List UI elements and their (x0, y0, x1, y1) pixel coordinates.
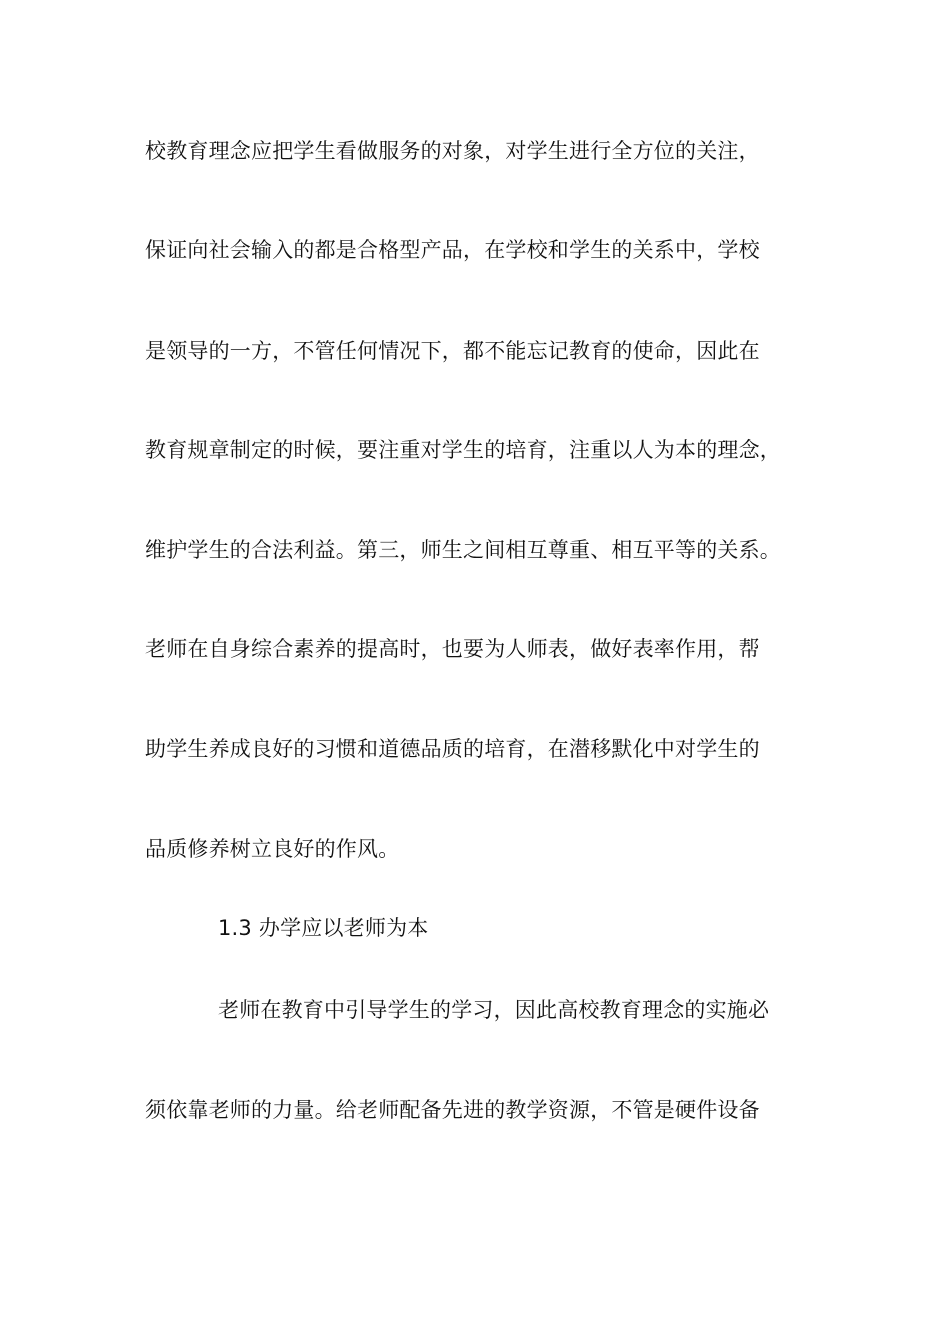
paragraph-line: 保证向社会输入的都是合格型产品，在学校和学生的关系中，学校 (145, 238, 760, 262)
paragraph-line: 是领导的一方，不管任何情况下，都不能忘记教育的使命，因此在 (145, 339, 760, 363)
paragraph-line: 老师在教育中引导学生的学习，因此高校教育理念的实施必 (218, 998, 770, 1022)
paragraph-line: 须依靠老师的力量。给老师配备先进的教学资源，不管是硬件设备 (145, 1098, 760, 1122)
paragraph-line: 助学生养成良好的习惯和道德品质的培育，在潜移默化中对学生的 (145, 737, 760, 761)
paragraph-line: 品质修养树立良好的作风。 (145, 837, 400, 861)
paragraph-line: 老师在自身综合素养的提高时，也要为人师表，做好表率作用，帮 (145, 637, 760, 661)
paragraph-line: 维护学生的合法利益。第三，师生之间相互尊重、相互平等的关系。 (145, 538, 781, 562)
paragraph-line: 教育规章制定的时候，要注重对学生的培育，注重以人为本的理念， (145, 438, 781, 462)
paragraph-line: 校教育理念应把学生看做服务的对象，对学生进行全方位的关注， (145, 139, 760, 163)
section-heading: 1.3 办学应以老师为本 (218, 916, 429, 940)
